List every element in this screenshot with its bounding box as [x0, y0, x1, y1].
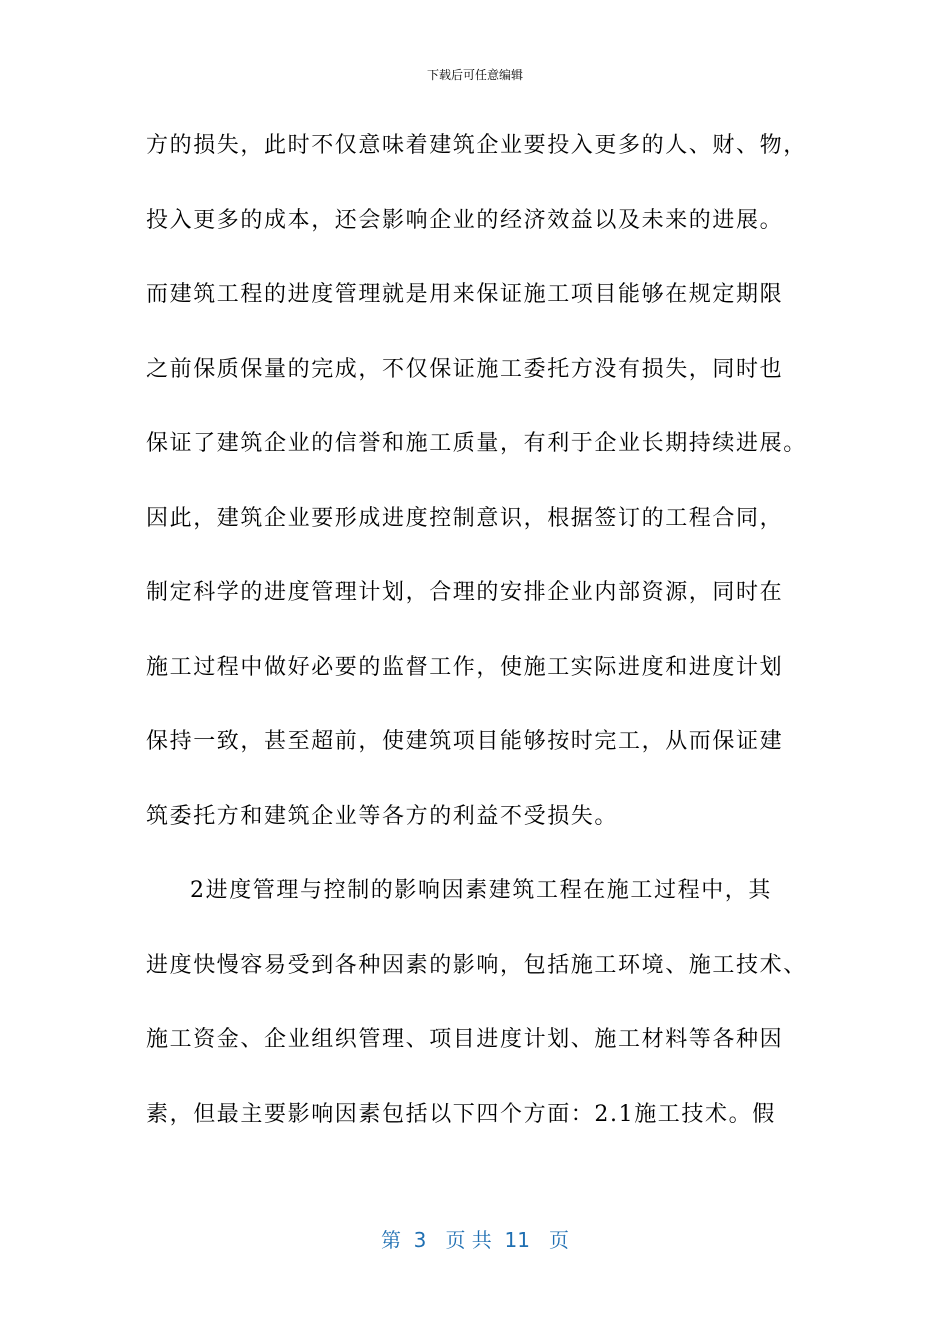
text-line: 筑委托方和建筑企业等各方的利益不受损失。 — [146, 803, 619, 829]
paragraph-2 — [146, 865, 826, 1163]
document-body — [146, 120, 826, 1163]
text-line: 而建筑工程的进度管理就是用来保证施工项目能够在规定期限 — [146, 282, 784, 307]
page-header-note: 下载后可任意编辑 — [426, 68, 523, 82]
text-line: 进度快慢容易受到各种因素的影响，包括施工环境、施工技术、 — [146, 952, 807, 978]
text-line: 投入更多的成本，还会影响企业的经济效益以及未来的进展。 — [146, 207, 784, 233]
text-line: 素，但最主要影响因素包括以下四个方面：2.1施工技术。假 — [146, 1101, 776, 1127]
text-line: 施工资金、企业组织管理、项目进度计划、施工材料等各种因 — [146, 1027, 784, 1052]
paragraph-1 — [146, 120, 826, 865]
text-line: 施工过程中做好必要的监督工作，使施工实际进度和进度计划 — [146, 654, 784, 680]
page-number-footer: 第 3 页 共 11 页 — [380, 1228, 570, 1252]
text-line: 之前保质保量的完成，不仅保证施工委托方没有损失，同时也 — [146, 356, 784, 382]
text-line: 保持一致，甚至超前，使建筑项目能够按时完工，从而保证建 — [146, 729, 784, 754]
text-line: 保证了建筑企业的信誉和施工质量，有利于企业长期持续进展。 — [146, 431, 807, 456]
text-line: 2进度管理与控制的影响因素建筑工程在施工过程中，其 — [190, 878, 772, 903]
text-line: 因此，建筑企业要形成进度控制意识，根据签订的工程合同， — [146, 505, 784, 531]
text-line: 制定科学的进度管理计划，合理的安排企业内部资源，同时在 — [146, 580, 784, 605]
text-line: 方的损失，此时不仅意味着建筑企业要投入更多的人、财、物， — [146, 133, 807, 158]
